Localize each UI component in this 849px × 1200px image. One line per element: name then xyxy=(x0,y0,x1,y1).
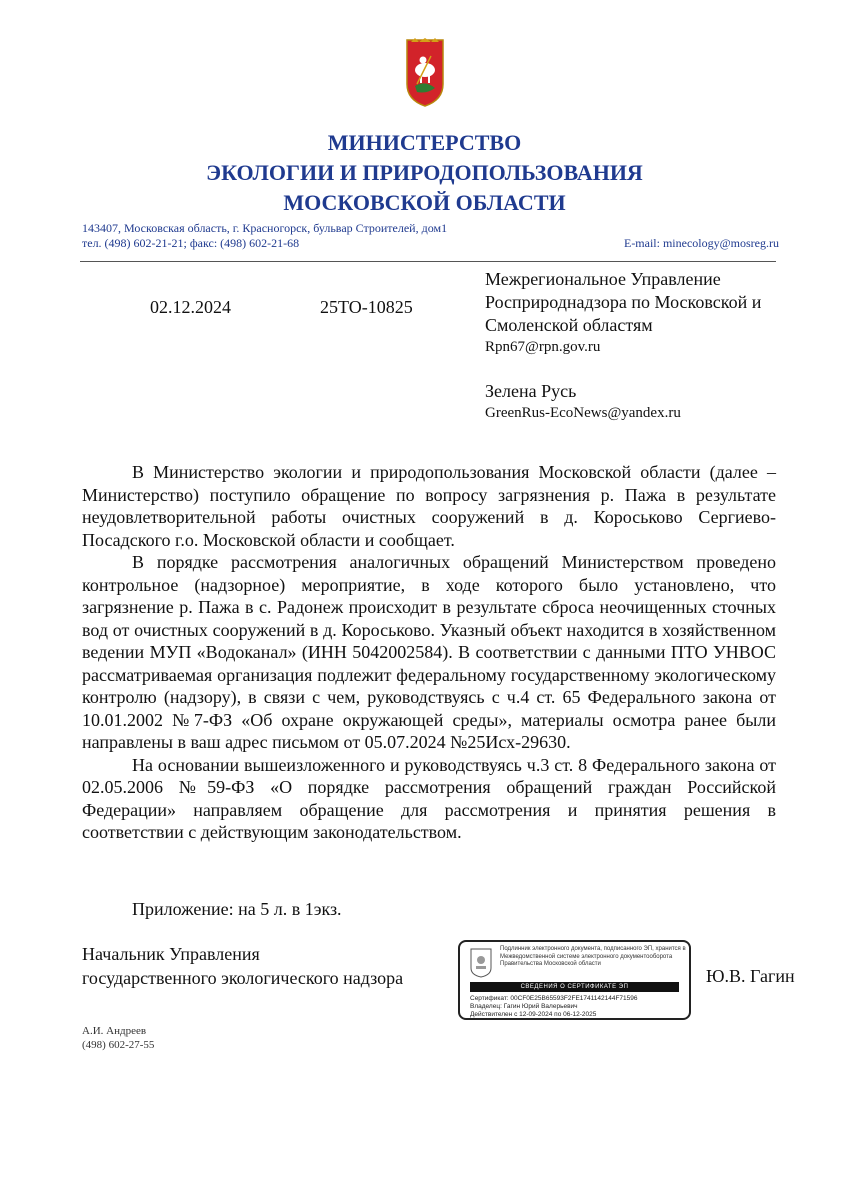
org-title-line1: МИНИСТЕРСТВО xyxy=(327,130,522,155)
attachment-note: Приложение: на 5 л. в 1экз. xyxy=(132,899,342,919)
stamp-header-text: Подлинник электронного документа, подписанного ЭП, хранится в Межведомственной системе электронного документооборота Правительства Московской области xyxy=(500,946,686,967)
signer-position-line2: государственного экологического надзора xyxy=(82,968,404,988)
body-paragraph-1: В Министерство экологии и природопользования Московской области (далее – Министерство) поступило обращение по вопросу загрязнения р. Пажа в результате неудовлетворительной работы очистных сооружений в д. Короськово Сергиево-Посадского г.о. Московской области и сообщает. xyxy=(82,462,776,550)
recipient1-email: Rpn67@rpn.gov.ru xyxy=(485,339,601,355)
executor-name: А.И. Андреев xyxy=(82,1025,147,1037)
org-phone: тел. (498) 602-21-21; факс: (498) 602-21-68 xyxy=(82,236,300,250)
header-divider xyxy=(80,261,776,262)
signer-name: Ю.В. Гагин xyxy=(706,966,795,986)
stamp-certificate: Сертификат: 00CF0E25B65593F2FE1741142144F71596 xyxy=(470,995,638,1002)
org-address: 143407, Московская область, г. Красногорск, бульвар Строителей, дом1 xyxy=(82,221,448,235)
e-signature-stamp xyxy=(458,940,691,1020)
body-paragraph-3: На основании вышеизложенного и руководствуясь ч.3 ст. 8 Федерального закона от 02.05.2006 №59-ФЗ «О порядке рассмотрения обращений граждан Российской Федерации» направляем обращение для рассмотрения и принятия решения в соответствии с действующим законодательством. xyxy=(82,754,776,842)
letter-body xyxy=(82,461,776,844)
registration-number: 25ТО-10825 xyxy=(320,297,413,317)
recipient1-line1: Межрегиональное Управление xyxy=(485,269,721,289)
recipient1-line2: Росприроднадзора по Московской и xyxy=(485,292,762,312)
org-title-line2: ЭКОЛОГИИ И ПРИРОДОПОЛЬЗОВАНИЯ xyxy=(206,160,643,185)
stamp-emblem-icon xyxy=(470,948,492,978)
executor-phone: (498) 602-27-55 xyxy=(82,1039,155,1051)
signer-position-line1: Начальник Управления xyxy=(82,944,260,964)
recipient1-line3: Смоленской областям xyxy=(485,315,653,335)
stamp-band: СВЕДЕНИЯ О СЕРТИФИКАТЕ ЭП xyxy=(470,982,679,992)
coat-of-arms-icon xyxy=(405,38,445,108)
stamp-validity: Действителен с 12-09-2024 по 06-12-2025 xyxy=(470,1011,597,1018)
body-paragraph-2: В порядке рассмотрения аналогичных обращений Министерством проведено контрольное (надзорное) мероприятие, в ходе которого было установлено, что загрязнение р. Пажа в с. Радонеж происходит в результате сброса неочищенных сточных вод от очистных сооружений в д. Короськово. Указный объект находится в хозяйственном ведении МУП «Водоканал» (ИНН 5042002584). В соответствии с данными ПТО УНВОС рассматриваемая организация подлежит федеральному государственному экологическому контролю (надзору), в связи с чем, руководствуясь с ч.4 ст. 65 Федерального закона от 10.01.2002 №7-ФЗ «Об охране окружающей среды», материалы осмотра ранее были направлены в ваш адрес письмом от 05.07.2024 №25Исх-29630. xyxy=(82,552,776,752)
recipient2-name: Зелена Русь xyxy=(485,381,577,401)
recipient2-email: GreenRus-EcoNews@yandex.ru xyxy=(485,405,681,421)
signer-position xyxy=(82,942,403,990)
stamp-owner: Владелец: Гагин Юрий Валерьевич xyxy=(470,1003,578,1010)
org-title-line3: МОСКОВСКОЙ ОБЛАСТИ xyxy=(283,190,566,215)
org-email: E-mail: minecology@mosreg.ru xyxy=(623,236,779,250)
registration-date: 02.12.2024 xyxy=(150,297,231,317)
